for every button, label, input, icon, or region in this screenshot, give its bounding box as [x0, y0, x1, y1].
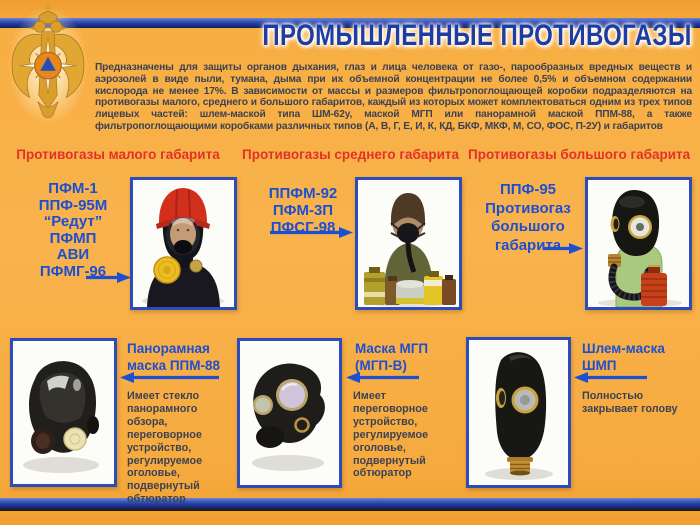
intro-paragraph: Предназначены для защиты органов дыхания, глаз и лица человека от газо-, парообразных вредных веществ и аэрозолей в виде пыли, тумана, дыма при их объемной концентрации не более 0,5% и объемном содержании кислорода не менее 17%. В зависимости от массы и размеров фильтропоглощающей коробки подразделяются на противогазы малого, среднего и большого габаритов, каждый из которых может комплектоваться одним из трех типов лицевых частей: шлем-маской типа ШМ-62у, маской МГП или панорамной маской ППМ-88, а также фильтропоглощающими коробками различных типов (А, В, Г, Е, И, К, КД, БКФ, МКФ, М, СО, ФОС, П-2У) и габаритов [95, 62, 692, 132]
arrow-left-icon [119, 371, 219, 384]
photo-shmp-helmet-mask [466, 337, 571, 488]
model-label: ППФ-95 [499, 181, 557, 198]
arrow-right-icon [543, 242, 584, 255]
model-list-small [22, 181, 124, 280]
face-piece-description-shmp: Полностью закрывает голову [582, 390, 678, 415]
large-gas-mask-photo-illustration [588, 180, 689, 307]
photo-medium-size-gas-mask [355, 177, 462, 310]
face-piece-title-shmp: Шлем-маска ШМП [582, 341, 665, 373]
section-header-medium: Противогазы среднего габарита [242, 147, 460, 162]
medium-gas-mask-photo-illustration [358, 180, 459, 307]
face-piece-title-ppm88: Панорамная маска ППМ-88 [127, 341, 221, 373]
model-label: ПФМ-3П [272, 202, 334, 219]
model-label: ПФМ-1 [48, 180, 98, 197]
face-piece-description-ppm88: Имеет стекло панорамного обзора, переговорное устройство, регулируемое оголовье, подвернутый обтюратор [127, 390, 203, 506]
photo-mgp-mask [237, 338, 342, 488]
page-title: ПРОМЫШЛЕННЫЕ ПРОТИВОГАЗЫ [262, 19, 692, 52]
emercom-emblem [8, 2, 88, 126]
bottom-stripe-decoration [0, 498, 700, 511]
model-label: ППФМ-92 [268, 185, 338, 202]
section-header-large: Противогазы большого габарита [468, 147, 691, 162]
arrow-right-icon [270, 226, 354, 239]
mgp-mask-photo-illustration [240, 341, 339, 485]
photo-small-size-gas-mask [130, 177, 237, 310]
arrow-right-icon [86, 271, 132, 284]
shmp-helmet-mask-photo-illustration [469, 340, 568, 485]
model-label: АВИ [56, 246, 90, 263]
small-gas-mask-photo-illustration [133, 180, 234, 307]
emercom-emblem-icon [8, 2, 88, 127]
arrow-left-icon [573, 371, 647, 384]
model-label: ППФ-95М [38, 196, 108, 214]
section-header-small: Противогазы малого габарита [16, 147, 220, 162]
model-label: “Редут” [43, 213, 103, 230]
model-label: габарита [494, 236, 562, 254]
face-piece-title-mgp: Маска МГП (МГП-В) [355, 341, 429, 373]
model-label: ПФМГ-96 [39, 262, 107, 280]
model-label: ПФМП [49, 229, 97, 247]
arrow-left-icon [345, 371, 419, 384]
photo-large-size-gas-mask [585, 177, 692, 310]
photo-panoramic-mask-ppm88 [10, 338, 117, 487]
face-piece-description-mgp: Имеет переговорное устройство, регулируемое оголовье, подвернутый обтюратор [353, 390, 429, 480]
model-label: ПФСГ-98 [270, 219, 336, 236]
panoramic-mask-photo-illustration [13, 341, 114, 484]
model-label: Противогаз [485, 199, 571, 217]
model-label: большого [491, 218, 565, 235]
